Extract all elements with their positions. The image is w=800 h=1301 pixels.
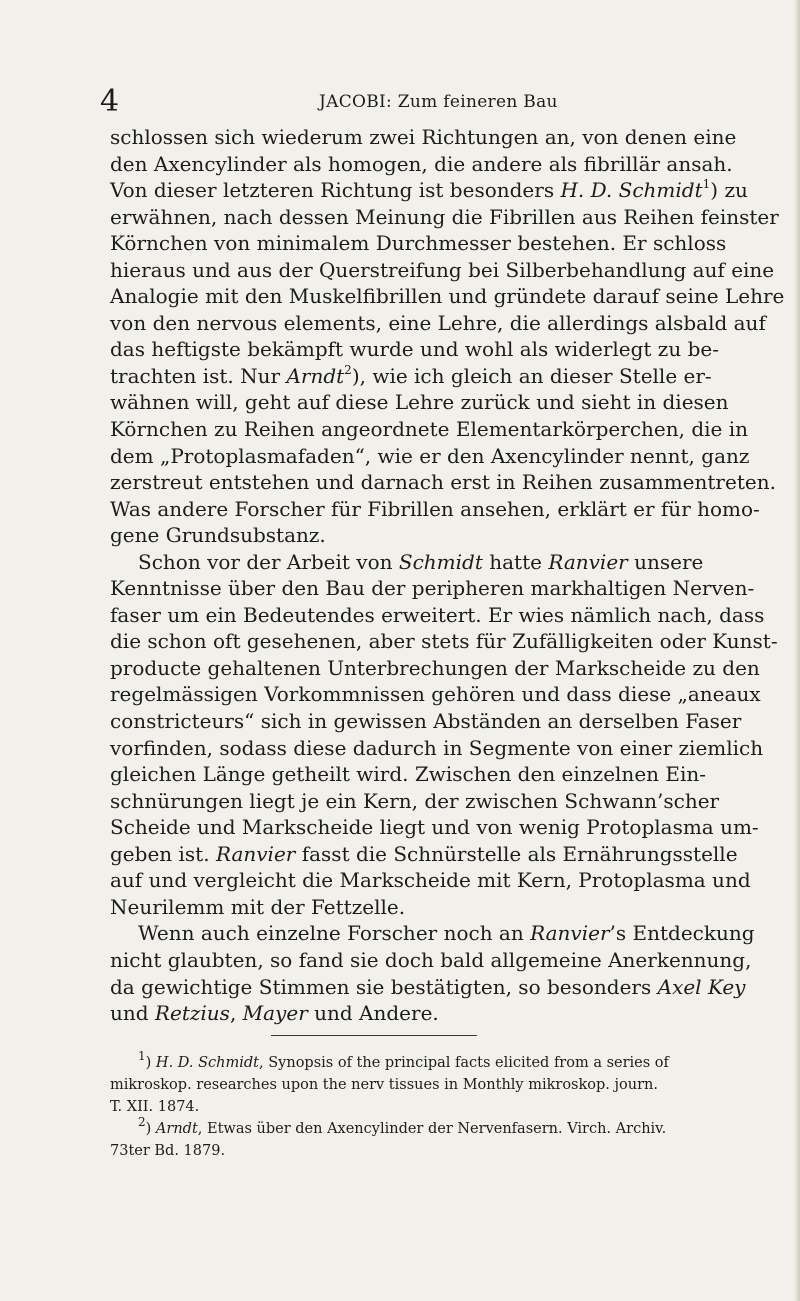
- footnote-line: [110, 1115, 790, 1140]
- footnote-marker: 2: [344, 363, 352, 378]
- text-run: ): [145, 1055, 156, 1071]
- text-run: schlossen sich wiederum zwei Richtungen an, von denen eine: [110, 125, 737, 149]
- text-line: [110, 894, 790, 921]
- text-line: [110, 735, 790, 762]
- page-header: [100, 82, 700, 122]
- text-line: [110, 177, 790, 204]
- text-run: und Andere.: [307, 1001, 439, 1026]
- text-line: [110, 443, 790, 470]
- text-line: [110, 416, 790, 443]
- text-run: mikroskop. researches upon the nerv tissues in Monthly mikroskop. journ.: [110, 1077, 658, 1093]
- footnote-marker: 1: [138, 1049, 146, 1064]
- text-run: trachten ist. Nur: [110, 363, 287, 388]
- italic-name: Retzius: [154, 1001, 230, 1026]
- italic-name: Schmidt: [398, 549, 483, 574]
- text-line: [110, 628, 790, 655]
- text-run: das heftigste bekämpft wurde und wohl als widerlegt zu be-: [110, 337, 719, 362]
- text-line: [110, 124, 790, 151]
- text-line: [110, 655, 790, 682]
- footnote-line: [110, 1074, 790, 1096]
- text-run: und: [110, 1001, 155, 1026]
- text-run: producte gehaltenen Unterbrechungen der Markscheide zu den: [110, 655, 760, 680]
- text-run: , Synopsis of the principal facts elicited from a series of: [259, 1055, 669, 1071]
- text-run: vorfinden, sodass diese dadurch in Segmente von einer ziemlich: [110, 735, 764, 760]
- text-run: ) zu: [710, 178, 748, 203]
- text-run: Von dieser letzteren Richtung ist besonders: [110, 178, 561, 203]
- text-line: [110, 761, 790, 788]
- text-line: [110, 522, 790, 549]
- text-run: auf und vergleicht die Markscheide mit Kern, Protoplasma und: [110, 868, 751, 893]
- text-run: da gewichtige Stimmen sie bestätigten, so besonders: [110, 974, 658, 999]
- text-run: Körnchen zu Reihen angeordnete Elementarkörperchen, die in: [110, 417, 748, 442]
- running-title: JACOBI: Zum feineren Bau: [319, 92, 558, 112]
- text-run: die schon oft gesehenen, aber stets für Zufälligkeiten oder Kunst-: [110, 629, 778, 654]
- text-run: Was andere Forscher für Fibrillen ansehen, erklärt er für homo-: [110, 496, 760, 521]
- text-line: [110, 1000, 790, 1027]
- text-run: nicht glaubten, so fand sie doch bald allgemeine Anerkennung,: [110, 947, 752, 972]
- text-run: hatte: [482, 549, 549, 574]
- footnote-line: [110, 1096, 790, 1118]
- text-line: [110, 841, 790, 868]
- text-line: [110, 867, 790, 894]
- text-run: Kenntnisse über den Bau der peripheren markhaltigen Nerven-: [110, 576, 755, 601]
- italic-name: Ranvier: [215, 841, 296, 866]
- text-line: [110, 602, 790, 629]
- text-run: Neurilemm mit der Fettzelle.: [110, 894, 406, 919]
- text-run: Wenn auch einzelne Forscher noch an: [138, 921, 531, 946]
- text-line: [110, 947, 790, 974]
- text-line: [110, 230, 790, 257]
- text-run: T. XII. 1874.: [110, 1099, 200, 1115]
- text-line: [110, 151, 790, 178]
- text-line: [110, 920, 790, 947]
- text-line: [110, 257, 790, 284]
- text-run: zerstreut entstehen und darnach erst in Reihen zusammentreten.: [110, 470, 776, 495]
- text-run: ): [145, 1121, 156, 1137]
- italic-name: Arndt: [155, 1121, 198, 1137]
- text-line: [110, 814, 790, 841]
- text-run: hieraus und aus der Querstreifung bei Silberbehandlung auf eine: [110, 257, 775, 282]
- footnote-marker: 1: [702, 177, 711, 192]
- text-run: schnürungen liegt je ein Kern, der zwischen Schwann’scher: [110, 788, 720, 813]
- text-run: Analogie mit den Muskelfibrillen und gründete darauf seine Lehre: [110, 284, 785, 309]
- text-line: [110, 363, 790, 390]
- text-run: constricteurs“ sich in gewissen Abständen an derselben Faser: [110, 709, 742, 734]
- text-run: wähnen will, geht auf diese Lehre zurück und sieht in diesen: [110, 390, 729, 415]
- footnote-line: [110, 1049, 790, 1074]
- text-run: 73ter Bd. 1879.: [110, 1143, 226, 1159]
- text-line: [110, 788, 790, 815]
- italic-name: Axel Key: [657, 974, 746, 999]
- text-run: faser um ein Bedeutendes erweitert. Er wies nämlich nach, dass: [110, 602, 765, 627]
- text-run: Körnchen von minimalem Durchmesser bestehen. Er schloss: [110, 231, 727, 256]
- footnotes: [110, 1049, 790, 1162]
- italic-name: H. D. Schmidt: [155, 1055, 260, 1071]
- text-line: [110, 681, 790, 708]
- footnote-line: [110, 1140, 790, 1162]
- text-line: [110, 708, 790, 735]
- text-line: [110, 469, 790, 496]
- text-line: [110, 974, 790, 1001]
- text-run: regelmässigen Vorkommnissen gehören und dass diese „aneaux: [110, 682, 761, 707]
- text-run: von den nervous elements, eine Lehre, die allerdings alsbald auf: [110, 310, 766, 335]
- text-line: [110, 204, 790, 231]
- footnote-marker: 2: [138, 1115, 146, 1130]
- body-text: [110, 124, 790, 1027]
- text-line: [110, 389, 790, 416]
- italic-name: Ranvier: [530, 921, 610, 946]
- text-run: erwähnen, nach dessen Meinung die Fibrillen aus Reihen feinster: [110, 204, 779, 229]
- footnote-rule: [271, 1035, 477, 1036]
- text-run: gleichen Länge getheilt wird. Zwischen den einzelnen Ein-: [110, 762, 707, 787]
- italic-name: Ranvier: [548, 549, 628, 574]
- text-run: fasst die Schnürstelle als Ernährungsstelle: [295, 841, 738, 866]
- italic-name: H. D. Schmidt: [560, 178, 703, 203]
- text-run: ,: [229, 1001, 243, 1026]
- text-run: den Axencylinder als homogen, die andere als fibrillär ansah.: [110, 151, 733, 176]
- page-edge-shadow: [794, 0, 800, 1301]
- text-line: [110, 575, 790, 602]
- italic-name: Arndt: [286, 363, 345, 388]
- text-run: geben ist.: [110, 841, 216, 866]
- text-line: [110, 310, 790, 337]
- text-line: [110, 283, 790, 310]
- text-line: [110, 496, 790, 523]
- text-run: Scheide und Markscheide liegt und von wenig Protoplasma um-: [110, 815, 759, 840]
- text-line: [110, 549, 790, 576]
- text-run: Schon vor der Arbeit von: [138, 549, 399, 574]
- text-line: [110, 336, 790, 363]
- text-run: ’s Entdeckung: [609, 921, 755, 946]
- italic-name: Mayer: [242, 1001, 308, 1026]
- text-run: unsere: [627, 549, 704, 574]
- text-run: ), wie ich gleich an dieser Stelle er-: [351, 363, 712, 388]
- text-run: dem „Protoplasmafaden“, wie er den Axencylinder nennt, ganz: [110, 443, 750, 468]
- text-run: , Etwas über den Axencylinder der Nervenfasern. Virch. Archiv.: [197, 1121, 667, 1137]
- page-number: 4: [100, 84, 120, 119]
- text-run: gene Grundsubstanz.: [110, 523, 326, 548]
